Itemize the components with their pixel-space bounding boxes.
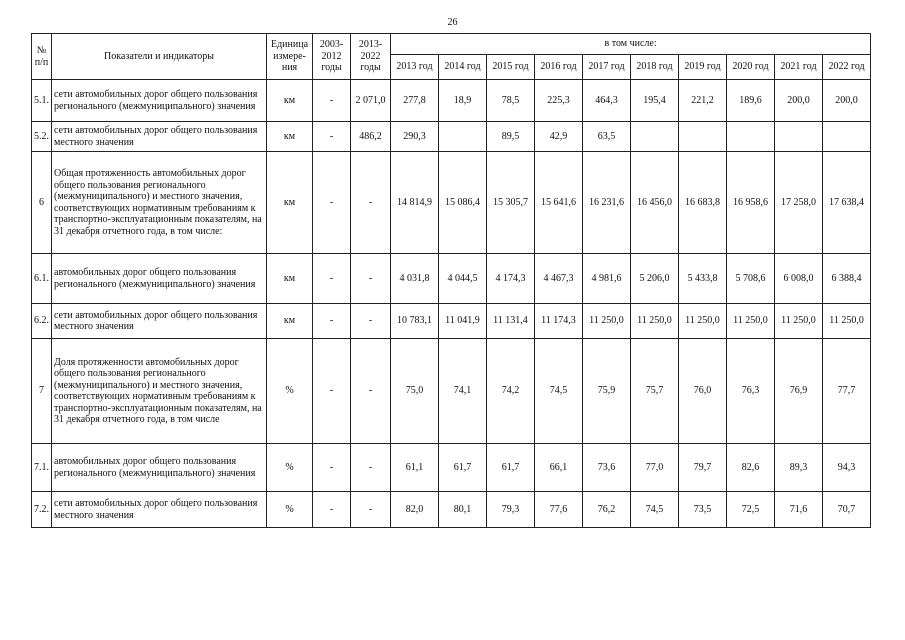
table-row (32, 304, 871, 339)
row-indicator: Доля протяженности автомобильных дорог общего пользования регионального (межмуниципального) и местного значения, соответствующих нормативным требованиям к транспортно-эксплуатационным показателям, на 31 декабря отчетного года, в том числе (52, 339, 267, 444)
cell-2018: 75,7 (631, 339, 679, 444)
row-number: 6.1. (32, 254, 52, 304)
cell-2022: 70,7 (823, 492, 871, 528)
cell-2016: 42,9 (535, 122, 583, 152)
header-2003-2012: 2003-2012 годы (313, 34, 351, 80)
cell-2013: 14 814,9 (391, 152, 439, 254)
row-indicator: сети автомобильных дорог общего пользования местного значения (52, 122, 267, 152)
cell-2014: 15 086,4 (439, 152, 487, 254)
cell-2017: 464,3 (583, 80, 631, 122)
row-unit: км (267, 254, 313, 304)
cell-2021: 6 008,0 (775, 254, 823, 304)
cell-2018 (631, 122, 679, 152)
cell-2021: 200,0 (775, 80, 823, 122)
cell-2019: 73,5 (679, 492, 727, 528)
cell-2016: 225,3 (535, 80, 583, 122)
cell-2020: 16 958,6 (727, 152, 775, 254)
cell-2018: 77,0 (631, 444, 679, 492)
row-2013-2022: - (351, 444, 391, 492)
row-2003-2012: - (313, 152, 351, 254)
row-number: 6.2. (32, 304, 52, 339)
row-2003-2012: - (313, 254, 351, 304)
cell-2014: 80,1 (439, 492, 487, 528)
row-indicator: Общая протяженность автомобильных дорог общего пользования регионального (межмуниципального) и местного значения, соответствующих нормативным требованиям к транспортно-эксплуатационным показателям, на 31 декабря отчетного года, в том числе: (52, 152, 267, 254)
row-indicator: сети автомобильных дорог общего пользования регионального (межмуниципального) значения (52, 80, 267, 122)
cell-2018: 11 250,0 (631, 304, 679, 339)
cell-2014: 61,7 (439, 444, 487, 492)
cell-2017: 11 250,0 (583, 304, 631, 339)
row-2003-2012: - (313, 122, 351, 152)
header-year: 2018 год (631, 55, 679, 80)
table-row (32, 122, 871, 152)
cell-2020: 5 708,6 (727, 254, 775, 304)
cell-2013: 277,8 (391, 80, 439, 122)
cell-2022: 17 638,4 (823, 152, 871, 254)
row-number: 7.1. (32, 444, 52, 492)
cell-2019: 11 250,0 (679, 304, 727, 339)
cell-2017: 4 981,6 (583, 254, 631, 304)
cell-2019: 16 683,8 (679, 152, 727, 254)
header-year: 2020 год (727, 55, 775, 80)
cell-2022: 200,0 (823, 80, 871, 122)
row-unit: км (267, 152, 313, 254)
cell-2019 (679, 122, 727, 152)
row-indicator: автомобильных дорог общего пользования регионального (межмуниципального) значения (52, 254, 267, 304)
cell-2013: 75,0 (391, 339, 439, 444)
row-2013-2022: - (351, 304, 391, 339)
cell-2020: 189,6 (727, 80, 775, 122)
cell-2019: 76,0 (679, 339, 727, 444)
cell-2018: 195,4 (631, 80, 679, 122)
header-group-label: в том числе: (391, 34, 871, 55)
cell-2014: 74,1 (439, 339, 487, 444)
table-row (32, 492, 871, 528)
row-indicator: сети автомобильных дорог общего пользования местного значения (52, 492, 267, 528)
table-row (32, 444, 871, 492)
cell-2022: 6 388,4 (823, 254, 871, 304)
table-row (32, 152, 871, 254)
row-indicator: сети автомобильных дорог общего пользования местного значения (52, 304, 267, 339)
cell-2015: 11 131,4 (487, 304, 535, 339)
cell-2017: 76,2 (583, 492, 631, 528)
cell-2014: 4 044,5 (439, 254, 487, 304)
cell-2014: 18,9 (439, 80, 487, 122)
row-indicator: автомобильных дорог общего пользования регионального (межмуниципального) значения (52, 444, 267, 492)
row-unit: % (267, 444, 313, 492)
row-unit: км (267, 80, 313, 122)
cell-2021: 89,3 (775, 444, 823, 492)
cell-2019: 5 433,8 (679, 254, 727, 304)
row-2013-2022: - (351, 152, 391, 254)
cell-2021: 11 250,0 (775, 304, 823, 339)
header-year: 2015 год (487, 55, 535, 80)
header-year: 2022 год (823, 55, 871, 80)
cell-2015: 4 174,3 (487, 254, 535, 304)
cell-2013: 61,1 (391, 444, 439, 492)
cell-2020: 72,5 (727, 492, 775, 528)
cell-2014: 11 041,9 (439, 304, 487, 339)
row-2003-2012: - (313, 444, 351, 492)
cell-2013: 10 783,1 (391, 304, 439, 339)
cell-2015: 89,5 (487, 122, 535, 152)
row-number: 7.2. (32, 492, 52, 528)
header-no: № п/п (32, 34, 52, 80)
row-2013-2022: - (351, 492, 391, 528)
cell-2017: 16 231,6 (583, 152, 631, 254)
row-number: 5.2. (32, 122, 52, 152)
cell-2022: 11 250,0 (823, 304, 871, 339)
cell-2016: 11 174,3 (535, 304, 583, 339)
row-2013-2022: 2 071,0 (351, 80, 391, 122)
row-2003-2012: - (313, 492, 351, 528)
cell-2015: 15 305,7 (487, 152, 535, 254)
row-number: 7 (32, 339, 52, 444)
cell-2015: 79,3 (487, 492, 535, 528)
cell-2017: 73,6 (583, 444, 631, 492)
header-year: 2019 год (679, 55, 727, 80)
cell-2016: 15 641,6 (535, 152, 583, 254)
row-unit: км (267, 304, 313, 339)
cell-2015: 78,5 (487, 80, 535, 122)
cell-2015: 74,2 (487, 339, 535, 444)
header-year: 2016 год (535, 55, 583, 80)
cell-2020: 82,6 (727, 444, 775, 492)
cell-2013: 4 031,8 (391, 254, 439, 304)
header-2013-2022: 2013-2022 годы (351, 34, 391, 80)
cell-2016: 66,1 (535, 444, 583, 492)
page-number: 26 (447, 17, 458, 28)
cell-2016: 74,5 (535, 339, 583, 444)
cell-2022: 94,3 (823, 444, 871, 492)
cell-2016: 4 467,3 (535, 254, 583, 304)
header-indicators: Показатели и индикаторы (52, 34, 267, 80)
cell-2013: 290,3 (391, 122, 439, 152)
indicators-table (31, 33, 871, 528)
cell-2022: 77,7 (823, 339, 871, 444)
cell-2017: 75,9 (583, 339, 631, 444)
cell-2021: 76,9 (775, 339, 823, 444)
row-number: 6 (32, 152, 52, 254)
row-2003-2012: - (313, 304, 351, 339)
cell-2019: 79,7 (679, 444, 727, 492)
cell-2015: 61,7 (487, 444, 535, 492)
cell-2013: 82,0 (391, 492, 439, 528)
header-unit: Единица измере-ния (267, 34, 313, 80)
cell-2020: 76,3 (727, 339, 775, 444)
row-2013-2022: 486,2 (351, 122, 391, 152)
header-year: 2013 год (391, 55, 439, 80)
cell-2020: 11 250,0 (727, 304, 775, 339)
cell-2021 (775, 122, 823, 152)
cell-2018: 5 206,0 (631, 254, 679, 304)
table-row (32, 80, 871, 122)
row-2013-2022: - (351, 339, 391, 444)
cell-2022 (823, 122, 871, 152)
cell-2021: 17 258,0 (775, 152, 823, 254)
header-year: 2017 год (583, 55, 631, 80)
table-row (32, 339, 871, 444)
row-unit: км (267, 122, 313, 152)
header-year: 2021 год (775, 55, 823, 80)
cell-2014 (439, 122, 487, 152)
cell-2017: 63,5 (583, 122, 631, 152)
row-number: 5.1. (32, 80, 52, 122)
cell-2016: 77,6 (535, 492, 583, 528)
header-year: 2014 год (439, 55, 487, 80)
row-unit: % (267, 339, 313, 444)
row-unit: % (267, 492, 313, 528)
row-2003-2012: - (313, 339, 351, 444)
cell-2020 (727, 122, 775, 152)
cell-2021: 71,6 (775, 492, 823, 528)
table-row (32, 254, 871, 304)
cell-2018: 74,5 (631, 492, 679, 528)
cell-2019: 221,2 (679, 80, 727, 122)
row-2013-2022: - (351, 254, 391, 304)
row-2003-2012: - (313, 80, 351, 122)
cell-2018: 16 456,0 (631, 152, 679, 254)
